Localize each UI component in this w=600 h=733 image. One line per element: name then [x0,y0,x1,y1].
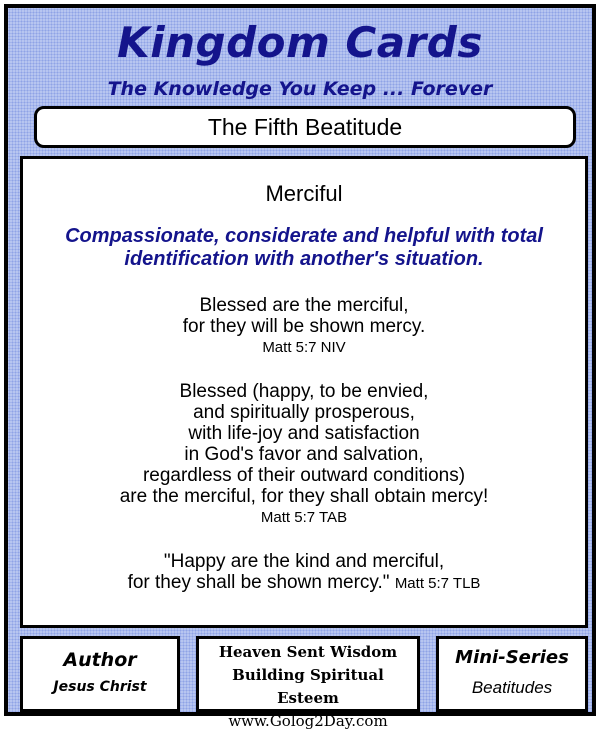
verse-line: Blessed are the merciful, [199,295,409,316]
author-box [20,636,180,712]
card-tagline: The Knowledge You Keep ... Forever [107,78,493,100]
verse-reference: Matt 5:7 NIV [262,339,346,356]
verse-reference: Matt 5:7 TLB [394,575,481,592]
publisher-line: Heaven Sent Wisdom [218,643,398,661]
card-title: The Fifth Beatitude [207,113,403,140]
card-footer [20,636,588,730]
verse-line: in God's favor and salvation, [184,444,424,465]
author-name: Jesus Christ [53,679,147,695]
series-name: Beatitudes [471,678,553,697]
verse-line [23,572,585,594]
definition-line: Compassionate, considerate and helpful with total [65,225,543,247]
author-label: Author [63,649,137,671]
publisher-box [196,636,420,730]
verse-line: are the merciful, for they shall obtain mercy! [119,486,489,507]
verse-line-text: for they shall be shown mercy." [127,572,390,593]
verse-tlb [23,551,585,594]
series-label: Mini-Series [455,647,569,668]
verse-line: "Happy are the kind and merciful, [163,551,445,572]
word-heading: Merciful [265,181,343,206]
card-title-bar [34,106,576,148]
verse-line: Blessed (happy, to be envied, [179,381,429,402]
word-definition [23,225,585,271]
verse-line: regardless of their outward conditions) [142,465,466,486]
verse-niv [23,295,585,358]
verse-tab [23,381,585,528]
verse-line: with life-joy and satisfaction [188,423,420,444]
series-box [436,636,588,712]
publisher-line: Building Spiritual Esteem [232,666,384,707]
card-body [20,156,588,628]
verse-reference: Matt 5:7 TAB [260,509,348,526]
kingdom-card [4,4,596,730]
verse-line: and spiritually prosperous, [193,402,415,423]
verse-line: for they will be shown mercy. [182,316,426,337]
definition-line: identification with another's situation. [124,248,484,270]
publisher-website: www.Golog2Day.com [228,712,388,730]
card-brand-title: Kingdom Cards [117,18,483,67]
